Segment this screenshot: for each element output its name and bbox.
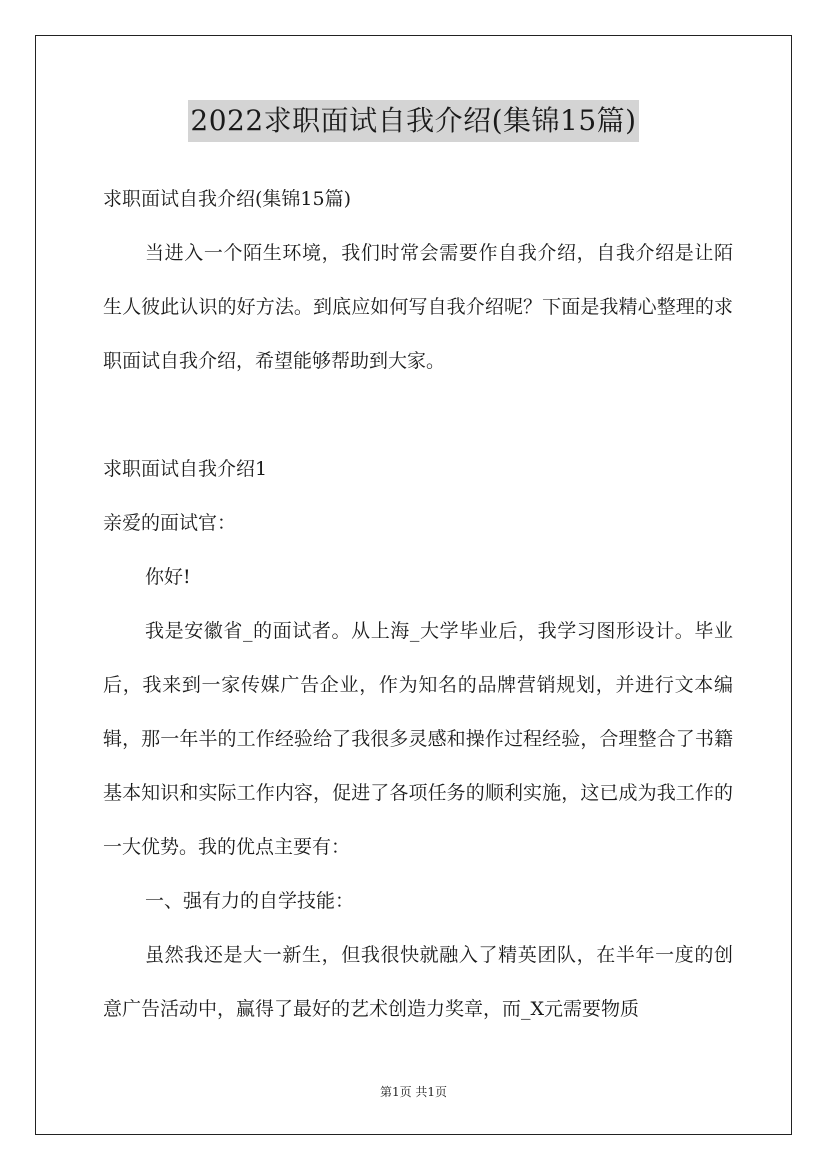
intro-paragraph: 当进入一个陌生环境，我们时常会需要作自我介绍，自我介绍是让陌生人彼此认识的好方法。到底应如何写自我介绍呢？下面是我精心整理的求职面试自我介绍，希望能够帮助到大家。 — [103, 242, 733, 372]
point-heading: 一、强有力的自学技能： — [145, 890, 355, 912]
document-title: 2022求职面试自我介绍(集锦15篇) — [188, 100, 638, 142]
section-heading: 求职面试自我介绍1 — [103, 458, 268, 480]
page-footer: 第1页 共1页 — [379, 1085, 448, 1099]
body-paragraph: 我是安徽省_的面试者。从上海_大学毕业后，我学习图形设计。毕业后，我来到一家传媒广告企业，作为知名的品牌营销规划，并进行文本编辑，那一年半的工作经验给了我很多灵感和操作过程经验，合理整合了书籍基本知识和实际工作内容，促进了各项任务的顺利实施，这已成为我工作的一大优势。我的优点主要有： — [103, 620, 733, 858]
body-paragraph: 虽然我还是大一新生，但我很快就融入了精英团队，在半年一度的创意广告活动中，赢得了最好的艺术创造力奖章，而_X元需要物质 — [103, 944, 733, 1020]
spacer — [103, 388, 733, 442]
subtitle: 求职面试自我介绍(集锦15篇) — [103, 188, 352, 210]
greeting: 你好! — [145, 566, 191, 588]
document-body — [103, 172, 733, 1036]
title-container — [0, 100, 827, 142]
salutation: 亲爱的面试官： — [103, 512, 237, 534]
